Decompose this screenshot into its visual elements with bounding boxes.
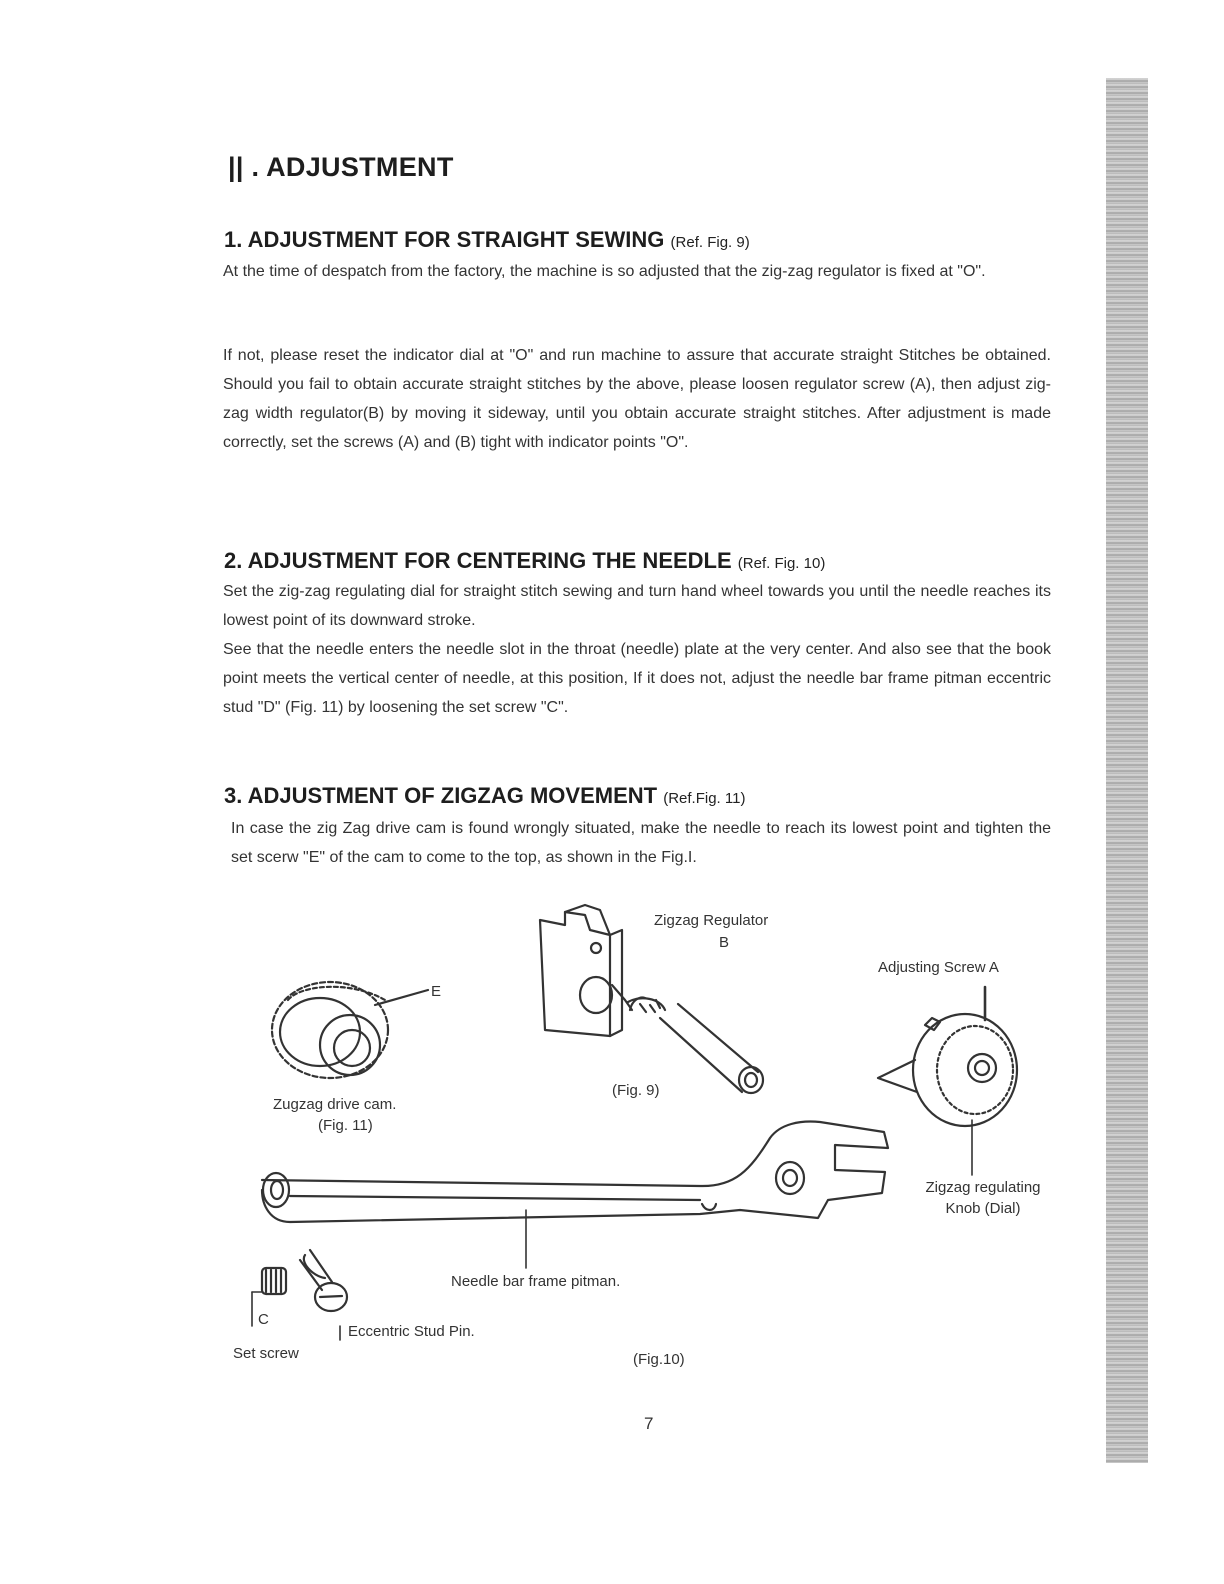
pitman-drawing — [262, 1122, 888, 1268]
zigzag-regulator-drawing — [540, 905, 763, 1093]
section-3-paragraph-1: In case the zig Zag drive cam is found wrongly situated, make the needle to reach its lowest point and tighten the set scerw "E" of the cam to come to the top, as shown in the Fig.I. — [231, 820, 1051, 866]
eccentric-stud-drawing — [300, 1250, 347, 1340]
label-fig-10: (Fig.10) — [633, 1351, 685, 1368]
label-set-screw-c: C — [258, 1311, 269, 1328]
section-1-ref: (Ref. Fig. 9) — [670, 234, 750, 251]
label-adjusting-screw: Adjusting Screw A — [878, 959, 999, 976]
label-fig-11: (Fig. 11) — [318, 1117, 373, 1134]
section-3-ref: (Ref.Fig. 11) — [663, 790, 746, 807]
label-fig-9: (Fig. 9) — [612, 1082, 660, 1099]
drive-cam-drawing — [272, 982, 428, 1078]
page-title: || . ADJUSTMENT — [228, 152, 454, 182]
section-1-title: 1. ADJUSTMENT FOR STRAIGHT SEWING — [224, 227, 665, 252]
section-2-ref: (Ref. Fig. 10) — [737, 555, 826, 572]
section-1-paragraph-1: At the time of despatch from the factory, the machine is so adjusted that the zig-zag regulator is fixed at "O". — [223, 263, 986, 280]
label-cam-e: E — [431, 983, 442, 1000]
label-zigzag-regulator: Zigzag Regulator — [654, 912, 769, 929]
section-2-paragraph-2: See that the needle enters the needle slot in the throat (needle) plate at the very center. And also see that the book point meets the vertical center of needle, at this position, If it does not, adjust the needle bar frame pitman eccentric stud "D" (Fig. 11) by loosening the set screw "C". — [223, 641, 1051, 716]
section-2-title: 2. ADJUSTMENT FOR CENTERING THE NEEDLE — [224, 548, 732, 573]
page-number: 7 — [644, 1414, 654, 1433]
section-3-title: 3. ADJUSTMENT OF ZIGZAG MOVEMENT — [224, 783, 658, 808]
label-pitman: Needle bar frame pitman. — [451, 1273, 621, 1290]
label-regulator-b: B — [719, 934, 730, 951]
label-knob-line-2: Knob (Dial) — [945, 1200, 1021, 1217]
section-1-paragraph-2: If not, please reset the indicator dial at "O" and run machine to assure that accurate straight Stitches be obtained. Should you fail to obtain accurate straight stitches by the above, please loosen regulator screw (A), then adjust zig-zag width regulator(B) by moving it sideway, until you obtain accurate straight stitches. After adjustment is made correctly, set the screws (A) and (B) tight with indicator points "O". — [223, 347, 1051, 451]
label-set-screw: Set screw — [233, 1345, 299, 1362]
label-eccentric-stud: Eccentric Stud Pin. — [348, 1323, 475, 1340]
section-2-paragraph-1: Set the zig-zag regulating dial for straight stitch sewing and turn hand wheel towards you until the needle reaches its lowest point of its downward stroke. — [223, 583, 1051, 629]
label-drive-cam: Zugzag drive cam. — [273, 1096, 397, 1113]
regulating-knob-drawing — [878, 987, 1017, 1175]
label-knob-line-1: Zigzag regulating — [925, 1179, 1041, 1196]
